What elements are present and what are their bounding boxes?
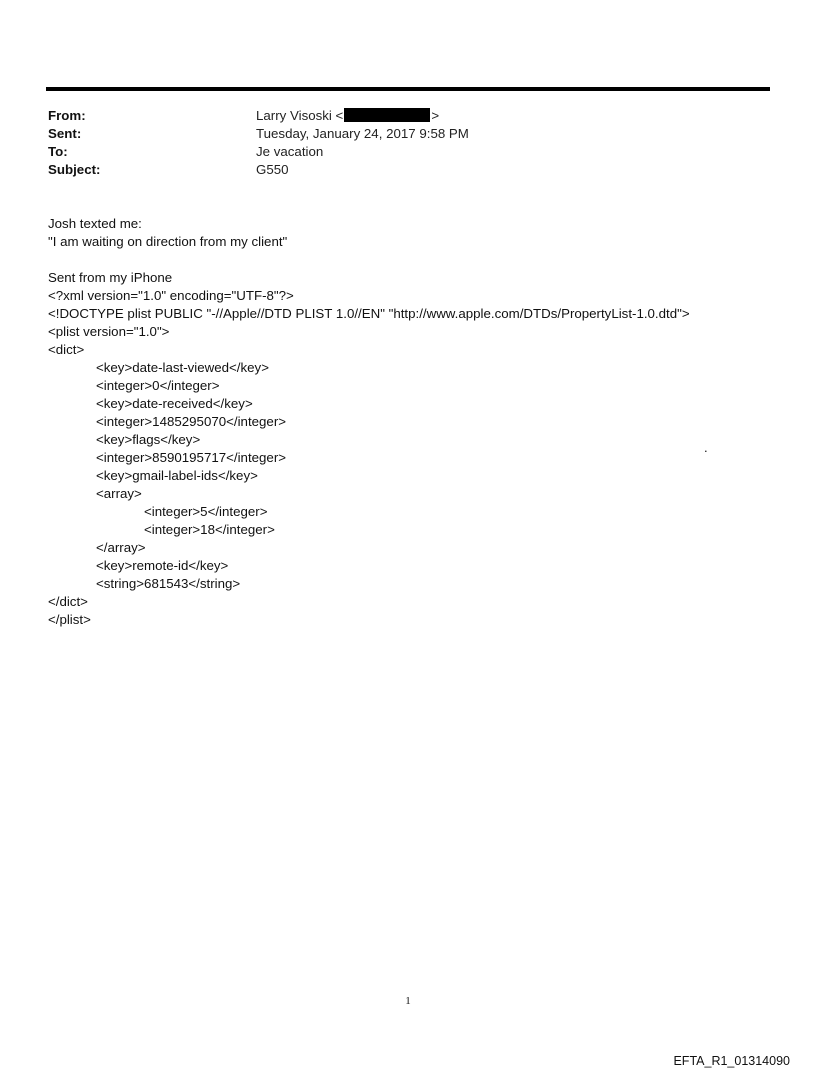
plist-value-line: <string>681543</string> <box>96 576 241 591</box>
from-close: > <box>431 108 440 123</box>
doctype-line: <!DOCTYPE plist PUBLIC "-//Apple//DTD PLIST 1.0//EN" "http://www.apple.com/DTDs/PropertyList-1.0.dtd"> <box>48 306 690 321</box>
plist-key-line: <key>gmail-label-ids</key> <box>96 468 258 483</box>
stray-mark: . <box>704 440 708 455</box>
signature: Sent from my iPhone <box>48 270 173 285</box>
plist-value-line: <integer>8590195717</integer> <box>96 450 287 465</box>
to-value: Je vacation <box>256 144 324 159</box>
plist-key-line: <key>date-received</key> <box>96 396 253 411</box>
xml-declaration: <?xml version="1.0" encoding="UTF-8"?> <box>48 288 294 303</box>
plist-key-line: <key>date-last-viewed</key> <box>96 360 269 375</box>
subject-value: G550 <box>256 162 289 177</box>
document-id: EFTA_R1_01314090 <box>673 1054 790 1068</box>
plist-value-line: <integer>0</integer> <box>96 378 220 393</box>
sent-value: Tuesday, January 24, 2017 9:58 PM <box>256 126 469 141</box>
dict-open: <dict> <box>48 342 85 357</box>
plist-key-line: <key>remote-id</key> <box>96 558 229 573</box>
from-name: Larry Visoski < <box>256 108 344 123</box>
header-divider <box>46 87 770 91</box>
plist-key-line: <key>flags</key> <box>96 432 201 447</box>
body-line-1: Josh texted me: <box>48 216 142 231</box>
array-open: <array> <box>96 486 142 501</box>
array-close: </array> <box>96 540 146 555</box>
body-line-2: "I am waiting on direction from my client" <box>48 234 288 249</box>
subject-label: Subject: <box>48 162 101 177</box>
to-label: To: <box>48 144 68 159</box>
array-item: <integer>5</integer> <box>144 504 268 519</box>
dict-close: </dict> <box>48 594 88 609</box>
plist-value-line: <integer>1485295070</integer> <box>96 414 287 429</box>
plist-close: </plist> <box>48 612 91 627</box>
array-item: <integer>18</integer> <box>144 522 275 537</box>
redaction-box <box>344 108 430 122</box>
page-number: 1 <box>405 995 411 1007</box>
sent-label: Sent: <box>48 126 82 141</box>
plist-open: <plist version="1.0"> <box>48 324 170 339</box>
from-label: From: <box>48 108 86 123</box>
from-value <box>256 108 439 123</box>
